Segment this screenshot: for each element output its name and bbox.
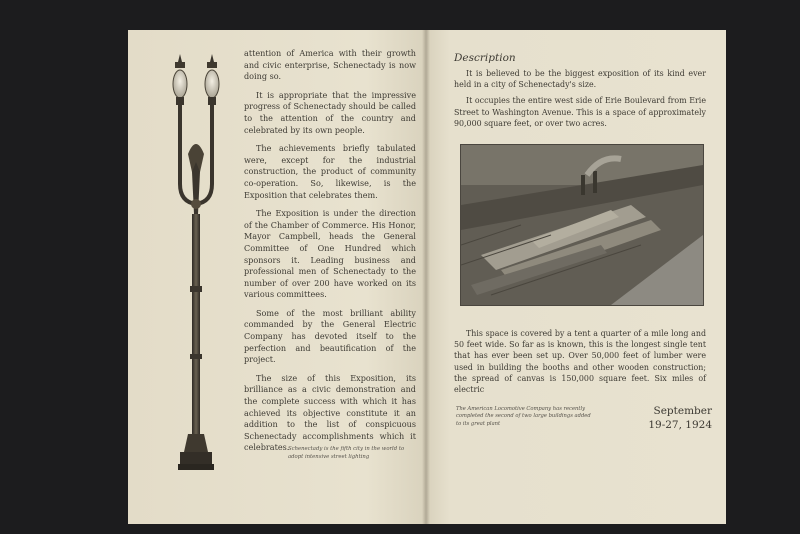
right-intro-text xyxy=(454,68,706,134)
left-paragraph-1: attention of America with their growth and civic enterprise, Schenectady is now doing so. xyxy=(244,48,416,82)
section-heading: Description xyxy=(454,52,516,64)
right-paragraph-2: It occupies the entire west side of Erie Boulevard from Erie Street to Washington Avenue. This is a space of approximately 90,000 square feet, or over two acres. xyxy=(454,96,706,128)
booklet-gutter xyxy=(422,30,430,524)
right-page xyxy=(426,30,726,524)
right-paragraph-3: This space is covered by a tent a quarter of a mile long and 50 feet wide. So far as is known, this is the longest single tent that has ever been set up. Over 50,000 feet of lumber were used in building the booths and other wooden construction; the spread of canvas is 150,000 square feet. Six miles of electric xyxy=(454,329,706,395)
left-paragraph-5: Some of the most brilliant ability commanded by the General Electric Company has devoted itself to the perfection and beautification of the project. xyxy=(244,307,416,365)
right-paragraph-1: It is believed to be the biggest exposition of its kind ever held in a city of Schenectady's size. xyxy=(454,69,706,90)
aerial-photo-illustration xyxy=(461,145,703,305)
left-page xyxy=(128,30,426,524)
date-month: September xyxy=(653,405,712,417)
aerial-factory-photo xyxy=(460,144,704,306)
left-paragraph-4: The Exposition is under the direction of the Chamber of Commerce. His Honor, Mayor Campbell, heads the General Committee of One Hundred which sponsors it. Leading business and professional men of Schenectady to the number of over 200 have worked on its various committees. xyxy=(244,208,416,300)
street-lamp-illustration xyxy=(168,54,224,472)
left-paragraph-6: The size of this Exposition, its brilliance as a civic demonstration and the complete success with which it has achieved its objective constitute it an addition to the list of conspicuous Schenectady accomplishments which it celebrates. xyxy=(244,372,416,453)
date-days: 19-27, 1924 xyxy=(648,419,712,431)
lamp-caption: Schenectady is the fifth city in the world to adopt intensive street lighting xyxy=(288,446,405,460)
left-text-column xyxy=(244,48,416,461)
open-booklet xyxy=(128,30,726,524)
left-paragraph-3: The achievements briefly tabulated were, except for the industrial construction, the product of community co-operation. So, likewise, is the Exposition that celebrates them. xyxy=(244,143,416,200)
exposition-dates xyxy=(626,404,712,432)
right-body-text xyxy=(454,328,706,395)
photo-caption: The American Locomotive Company has recently completed the second of two large buildings added to its great plant xyxy=(456,406,591,427)
left-paragraph-2: It is appropriate that the impressive progress of Schenectady should be called to the attention of the country and celebrated by its own people. xyxy=(244,89,416,135)
